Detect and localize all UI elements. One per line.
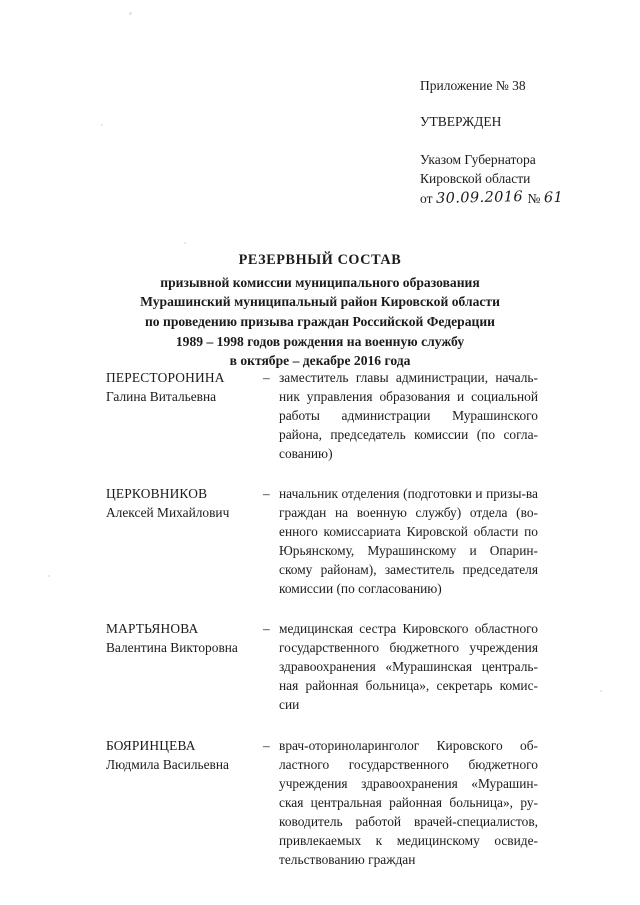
member-name: [106, 368, 263, 406]
dash-separator: –: [263, 737, 270, 753]
dash-separator: –: [263, 486, 270, 502]
scan-speck: [129, 12, 132, 15]
member-surname: БОЯРИНЦЕВА: [106, 737, 196, 753]
member-given-name: Людмила Васильевна: [106, 756, 229, 772]
decree-line-2: Кировской области: [420, 171, 531, 187]
member-name: [106, 484, 263, 522]
member-surname: МАРТЬЯНОВА: [106, 621, 199, 637]
member-given-name: Валентина Викторовна: [106, 640, 238, 656]
title-line-4: по проведению призыва граждан Российской Федерации: [144, 314, 496, 329]
title-line-6: в октябре – декабре 2016 года: [229, 353, 411, 369]
decree-line-1: Указом Губернатора: [420, 152, 536, 168]
title-line-5: 1989 – 1998 годов рождения на военную службу: [175, 333, 465, 349]
member-description: врач-оториноларинголог Кировского об-ластного государственного бюджетного учреждения здравоохранения «Мурашин-ская центральная районная больница», ру-ководитель работой врачей-специалистов, привлекаемых к медицинскому освиде-тельствованию граждан: [279, 737, 538, 867]
title-line-3: Мурашинский муниципальный район Кировской области: [140, 294, 500, 310]
scan-speck: [101, 124, 103, 126]
member-name: [106, 619, 263, 657]
member-description: начальник отделения (подготовки и призы-ва граждан на военную службу) отдела (во-енного комиссариата Кировской области по Юрьянскому, Мурашинскому и Опарин-скому районам), заместитель председателя комиссии (по согласованию): [279, 486, 538, 597]
number-value: 61: [544, 189, 564, 206]
number-prefix: №: [527, 190, 541, 206]
scan-speck: [600, 690, 602, 692]
document-title: [70, 250, 570, 371]
list-item: [106, 368, 538, 463]
member-description: медицинская сестра Кировского областного государственного бюджетного учреждения здравоохранения «Мурашинская централь-ная районная больница», секретарь комис-сии: [279, 621, 538, 713]
member-given-name: Галина Витальевна: [106, 389, 217, 405]
appendix-number: Приложение № 38: [420, 78, 526, 93]
member-surname: ЦЕРКОВНИКОВ: [106, 486, 208, 502]
scan-speck: [48, 575, 50, 577]
members-list: [106, 368, 538, 890]
date-prefix: от: [420, 190, 433, 206]
approved-label: УТВЕРЖДЕН: [420, 114, 502, 130]
document-header: [420, 76, 620, 209]
member-surname: ПЕРЕСТОРОНИНА: [106, 370, 225, 385]
member-name: [106, 736, 263, 774]
list-item: [106, 484, 538, 598]
title-line-2: призывной комиссии муниципального образования: [160, 274, 480, 290]
title-line-1: РЕЗЕРВНЫЙ СОСТАВ: [238, 252, 402, 268]
date-value: 30.09.2016: [436, 188, 524, 207]
member-description: заместитель главы администрации, началь-ник управления образования и социальной работы администрации Мурашинского района, председатель комиссии (по согла-сованию): [279, 370, 538, 462]
dash-separator: –: [263, 621, 270, 637]
decree-date-row: [420, 189, 620, 210]
dash-separator: –: [263, 370, 270, 385]
list-item: [106, 619, 538, 714]
member-given-name: Алексей Михайлович: [106, 505, 230, 521]
list-item: [106, 736, 538, 869]
scan-speck: [184, 242, 186, 244]
